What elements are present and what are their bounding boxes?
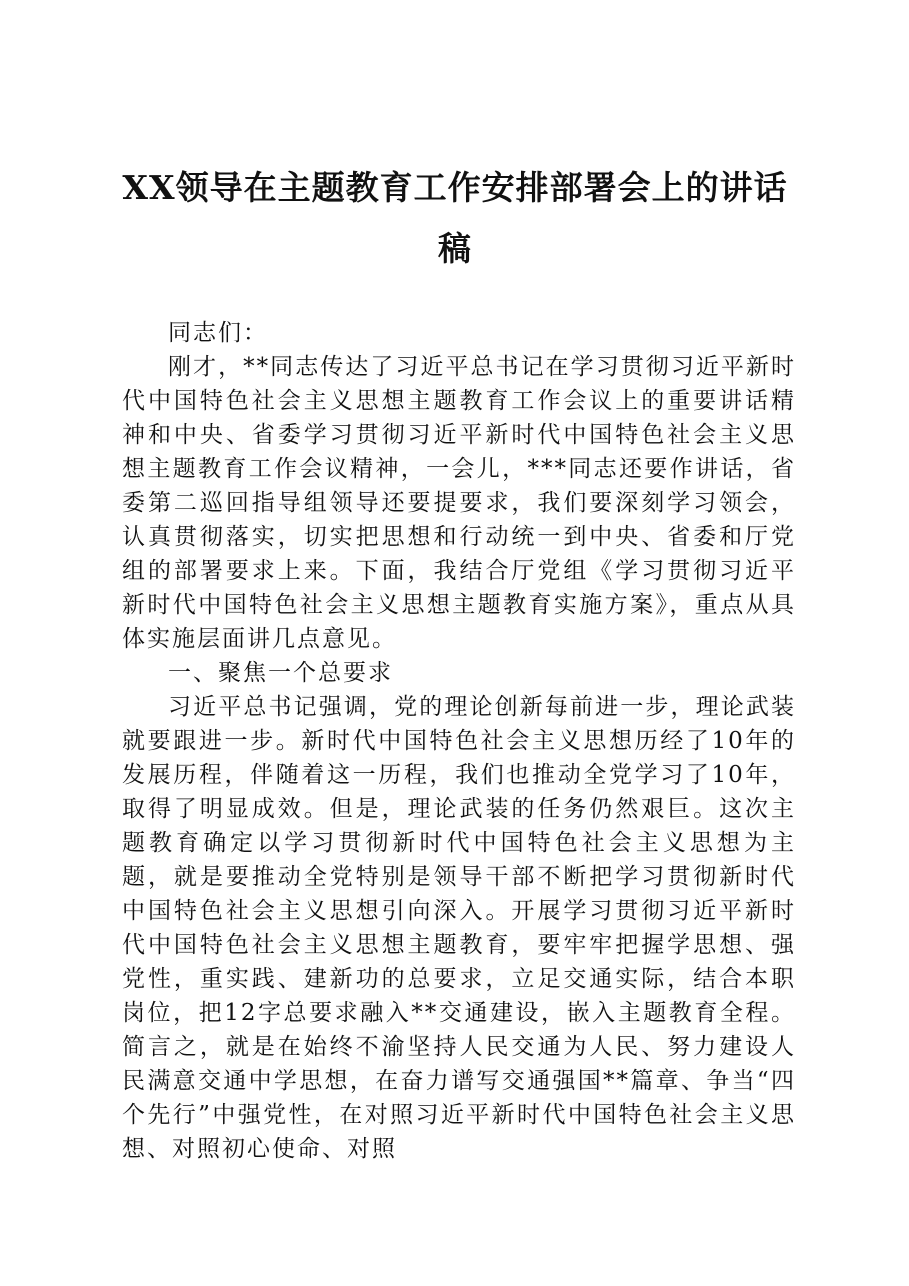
paragraph-section-1: 习近平总书记强调，党的理论创新每前进一步，理论武装就要跟进一步。新时代中国特色社会主义思想历经了10年的发展历程，伴随着这一历程，我们也推动全党学习了10年，取得了明显成效。但是，理论武装的任务仍然艰巨。这次主题教育确定以学习贯彻新时代中国特色社会主义思想为主题，就是要推动全党特别是领导干部不断把学习贯彻新时代中国特色社会主义思想引向深入。开展学习贯彻习近平新时代中国特色社会主义思想主题教育，要牢牢把握学思想、强党性，重实践、建新功的总要求，立足交通实际，结合本职岗位，把12字总要求融入**交通建设，嵌入主题教育全程。简言之，就是在始终不渝坚持人民交通为人民、努力建设人民满意交通中学思想，在奋力谱写交通强国**篇章、争当“四个先行”中强党性，在对照习近平新时代中国特色社会主义思想、对照初心使命、对照 [122,694,796,1162]
paragraph-intro: 刚才，**同志传达了习近平总书记在学习贯彻习近平新时代中国特色社会主义思想主题教育工作会议上的重要讲话精神和中央、省委学习贯彻习近平新时代中国特色社会主义思想主题教育工作会议精神，一会儿，***同志还要作讲话，省委第二巡回指导组领导还要提要求，我们要深刻学习领会，认真贯彻落实，切实把思想和行动统一到中央、省委和厅党组的部署要求上来。下面，我结合厅党组《学习贯彻习近平新时代中国特色社会主义思想主题教育实施方案》，重点从具体实施层面讲几点意见。 [122,354,796,652]
document-title-line-2: 稿 [438,229,472,268]
salutation: 同志们： [168,320,268,346]
document-title-line-1: XX领导在主题教育工作安排部署会上的讲话 [122,168,788,207]
document-body [122,316,796,1166]
section-heading-1: 一、聚焦一个总要求 [168,660,393,686]
